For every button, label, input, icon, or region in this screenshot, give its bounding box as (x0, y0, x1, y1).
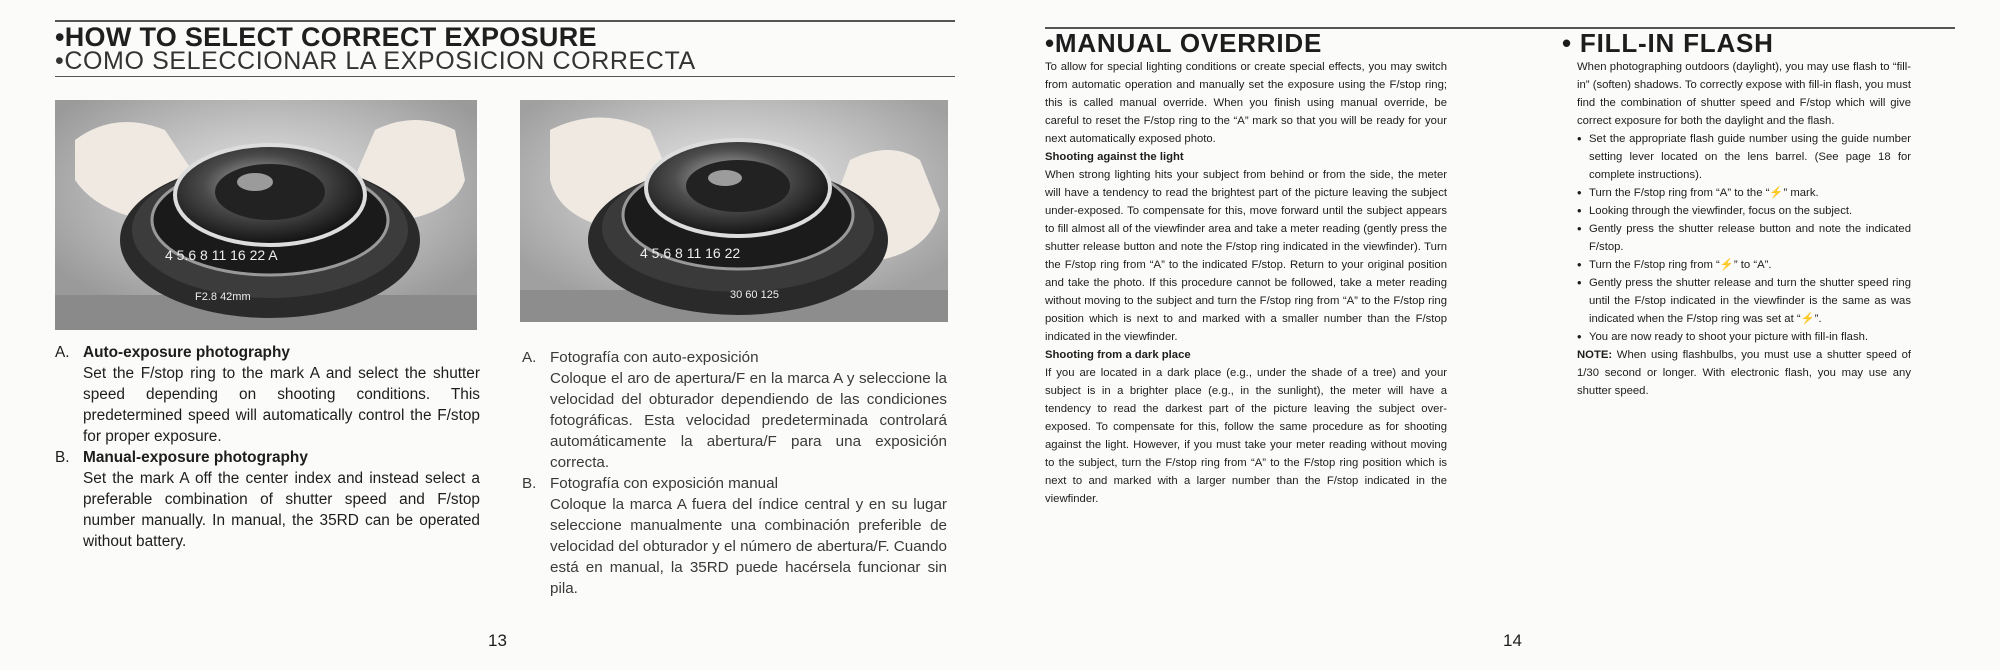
fill-in-flash-intro: When photographing outdoors (daylight), you may use flash to “fill-in” (soften) shadows. To correctly expose with fill-in flash, you must find the combination of shutter speed and F/stop which will give correct exposure for both the daylight and the flash. (1577, 61, 1911, 127)
body-exposicion-manual: Coloque la marca A fuera del índice central y en su lugar seleccione manualmente una combinación preferible de velocidad del obturador y el número de abertura/F. Cuando está en manual, la 35RD puede hacérsela funcionar sin pila. (550, 496, 947, 597)
subheading-against-light: Shooting against the light (1045, 151, 1184, 163)
svg-text:4 5.6 8 11 16 22: 4 5.6 8 11 16 22 (640, 245, 741, 261)
note-text: When using flashbulbs, you must use a shutter speed of 1/30 second or longer. With electronic flash, you may use any shutter speed. (1577, 349, 1911, 397)
body-against-light: When strong lighting hits your subject from behind or from the side, the meter will have a tendency to read the brightest part of the picture leaving the subject under-exposed. To compensate for this, move forward until the subject appears to fill almost all of the viewfinder area and take a meter reading (gently press the shutter release button and note the F/stop ring indicated in the viewfinder). Turn the F/stop ring from “A” to the indicated F/stop. Return to your original position and take the photo. If this procedure cannot be followed, take a meter reading without moving to the subject and turn the F/stop ring from “A” to the F/stop ring position which is next to and marked with a smaller number than the F/stop indicated in the viewfinder. (1045, 169, 1447, 343)
english-instructions (55, 342, 480, 552)
manual-override-column (1045, 58, 1447, 508)
body-dark-place: If you are located in a dark place (e.g., under the shade of a tree) and your subject is in a brighter place (e.g., in the sunlight), the meter will have a tendency to read the darkest part of the picture leaving the subject over-exposed. To compensate for this, follow the same procedure as for shooting against the light. However, if you must take your meter reading without moving to the subject, turn the F/stop ring from “A” to the F/stop ring position which is next to and marked with a larger number than the F/stop indicated in the viewfinder. (1045, 367, 1447, 505)
svg-text:F2.8 42mm: F2.8 42mm (195, 291, 251, 303)
list-item: • Looking through the viewfinder, focus on the subject. (1577, 202, 1911, 220)
heading-manual-exposure: Manual-exposure photography (83, 449, 308, 466)
title-underline (55, 76, 955, 77)
heading-auto-exposure: Auto-exposure photography (83, 344, 290, 361)
page-number-13: 13 (488, 631, 507, 650)
body-auto-exposure: Set the F/stop ring to the mark A and select the shutter speed depending on shooting conditions. This predetermined speed will automatically control the F/stop for proper exposure. (83, 365, 480, 445)
subheading-dark-place: Shooting from a dark place (1045, 349, 1191, 361)
flash-note (1577, 346, 1911, 400)
list-item: • You are now ready to shoot your picture with fill-in flash. (1577, 328, 1911, 346)
list-item: • Gently press the shutter release button and note the indicated F/stop. (1577, 220, 1911, 256)
lens-photo-manual (520, 100, 948, 322)
manual-override-intro: To allow for special lighting conditions or create special effects, you may switch from automatic operation and manually set the exposure using the F/stop ring; this is called manual override. When you finish using manual override, be careful to reset the F/stop ring to the “A” mark so that you will be ready for your next automatically exposed photo. (1045, 61, 1447, 145)
fill-in-flash-steps (1577, 130, 1911, 346)
label-a-es: A. (522, 349, 537, 366)
title-spanish: •COMO SELECCIONAR LA EXPOSICION CORRECTA (55, 47, 696, 75)
svg-text:4 5.6 8 11 16 22 A: 4 5.6 8 11 16 22 A (165, 247, 278, 263)
list-item: • Set the appropriate flash guide number using the guide number setting lever located on the lens barrel. (See page 18 for complete instructions). (1577, 130, 1911, 184)
heading-auto-exposicion: Fotografía con auto-exposición (550, 349, 759, 366)
lens-photo-auto (55, 100, 477, 330)
fill-in-flash-column (1577, 58, 1911, 400)
note-label: NOTE: (1577, 349, 1613, 361)
spanish-instructions (522, 347, 947, 599)
right-page (1000, 0, 2000, 670)
label-a: A. (55, 344, 70, 361)
fill-in-flash-title: • FILL-IN FLASH (1562, 28, 1774, 58)
page-number-14: 14 (1503, 631, 1522, 650)
heading-exposicion-manual: Fotografía con exposición manual (550, 475, 778, 492)
label-b: B. (55, 449, 70, 466)
list-item: • Turn the F/stop ring from “A” to the “⚡” mark. (1577, 184, 1911, 202)
list-item: • Gently press the shutter release and turn the shutter speed ring until the F/stop indicated in the viewfinder is the same as was indicated when the F/stop ring was set at “⚡”. (1577, 274, 1911, 328)
title-english: •HOW TO SELECT CORRECT EXPOSURE (55, 22, 597, 52)
svg-text:30 60 125: 30 60 125 (730, 289, 779, 301)
body-auto-exposicion: Coloque el aro de apertura/F en la marca A y seleccione la velocidad del obturador dependiendo de las condiciones fotográficas. Esta velocidad predeterminada controlará automáticamente la abertura/F para una exposición correcta. (550, 370, 947, 471)
label-b-es: B. (522, 475, 537, 492)
body-manual-exposure: Set the mark A off the center index and instead select a preferable combination of shutter speed and F/stop number manually. In manual, the 35RD can be operated without battery. (83, 470, 480, 550)
list-item: • Turn the F/stop ring from “⚡” to “A”. (1577, 256, 1911, 274)
manual-override-title: •MANUAL OVERRIDE (1045, 28, 1323, 58)
